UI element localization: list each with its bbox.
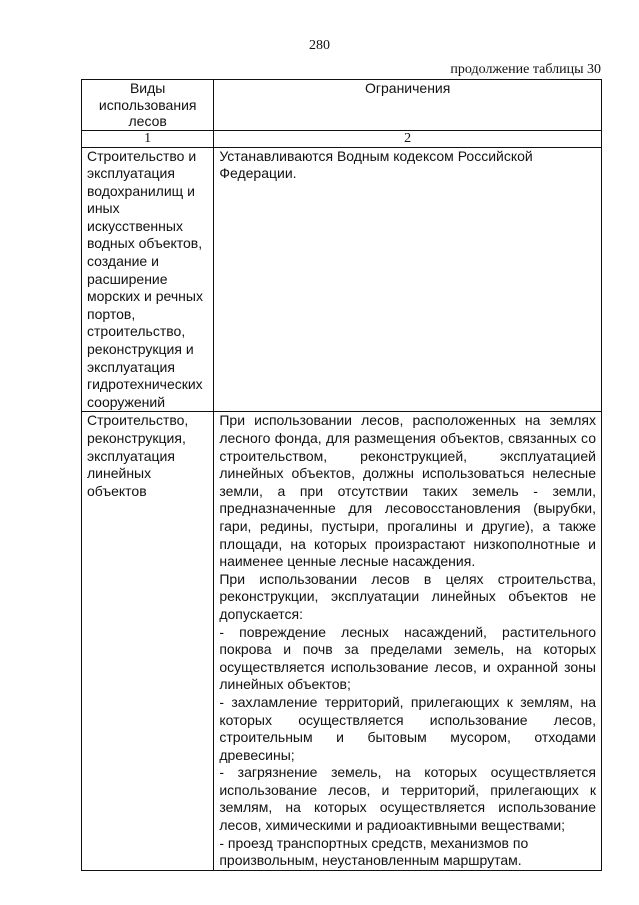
usage-type-line: сооружений (87, 393, 166, 410)
column-number-row (82, 130, 602, 147)
usage-type-line: иных (87, 200, 120, 217)
restriction-paragraph: При использовании лесов, расположенных на землях лесного фонда, для размещения объектов, связанных со строительством, реконструкцией, эксплуатацией линейных объектов, должны использоваться нелесные земли, а при отсутствии таких земель - земли, предназначенные для лесовосстановления (вырубки, гари, редины, пустыри, прогалины и другие), а также площади, на которых произрастают низкополнотные и наименее ценные лесные насаждения. (219, 412, 596, 570)
table-continuation-caption: продолжение таблицы 30 (450, 62, 601, 77)
usage-type-line: линейных объектов (87, 465, 152, 499)
header-line: Виды (129, 80, 166, 96)
table-header-row (82, 80, 602, 131)
usage-type-line: создание и (87, 253, 159, 270)
restriction-list-item: - захламление территорий, прилегающих к землям, на которых осуществляется использование лесов, строительным и бытовым мусором, отходами древесины; (219, 693, 596, 763)
table-row (82, 147, 602, 412)
restrictions-table (81, 79, 602, 871)
restriction-list-item: - повреждение лесных насаждений, растительного покрова и почв за пределами земель, на которых осуществляется использование лесов, и охранной зоны линейных объектов; (219, 623, 596, 693)
usage-type-line: морских и речных (87, 288, 203, 305)
usage-type-line: водохранилищ и (87, 182, 195, 199)
page-number: 280 (309, 38, 330, 53)
usage-type-cell (82, 412, 214, 870)
restriction-list-item: - загрязнение земель, на которых осуществляется использование лесов, и территорий, прилегающих к землям, на которых осуществляется использование лесов, химическими и радиоактивными веществами; (219, 764, 596, 834)
usage-type-line: реконструкция, (87, 430, 186, 446)
table-row (82, 412, 602, 870)
restriction-list-item: - проезд транспортных средств, механизмов по произвольным, неустановленным маршрутам. (219, 834, 529, 869)
usage-type-cell (82, 147, 214, 412)
column-number-2: 2 (214, 130, 602, 147)
column-number-1: 1 (82, 130, 214, 147)
header-line: использования (98, 96, 197, 113)
usage-type-line: искусственных (87, 217, 183, 234)
usage-type-line: эксплуатация (87, 358, 175, 375)
usage-type-line: Строительство и (87, 147, 197, 164)
column-header-usage-types (82, 80, 214, 131)
usage-type-line: гидротехнических (87, 376, 203, 393)
usage-type-line: расширение (87, 270, 168, 287)
usage-type-line: реконструкция и (87, 341, 194, 358)
usage-type-line: строительство, (87, 323, 186, 340)
restrictions-cell (214, 147, 602, 412)
usage-type-line: водных объектов, (87, 235, 203, 252)
restriction-paragraph: Устанавливаются Водным кодексом Российской Федерации. (219, 147, 533, 182)
restrictions-cell (214, 412, 602, 870)
usage-type-line: портов, (87, 305, 136, 322)
usage-type-line: эксплуатация (87, 447, 175, 464)
usage-type-line: Строительство, (87, 412, 189, 429)
column-header-restrictions: Ограничения (214, 80, 602, 131)
header-line: лесов (128, 113, 167, 129)
restriction-paragraph: При использовании лесов в целях строительства, реконструкции, эксплуатации линейных объектов не допускается: (219, 570, 596, 622)
usage-type-line: эксплуатация (87, 165, 175, 182)
